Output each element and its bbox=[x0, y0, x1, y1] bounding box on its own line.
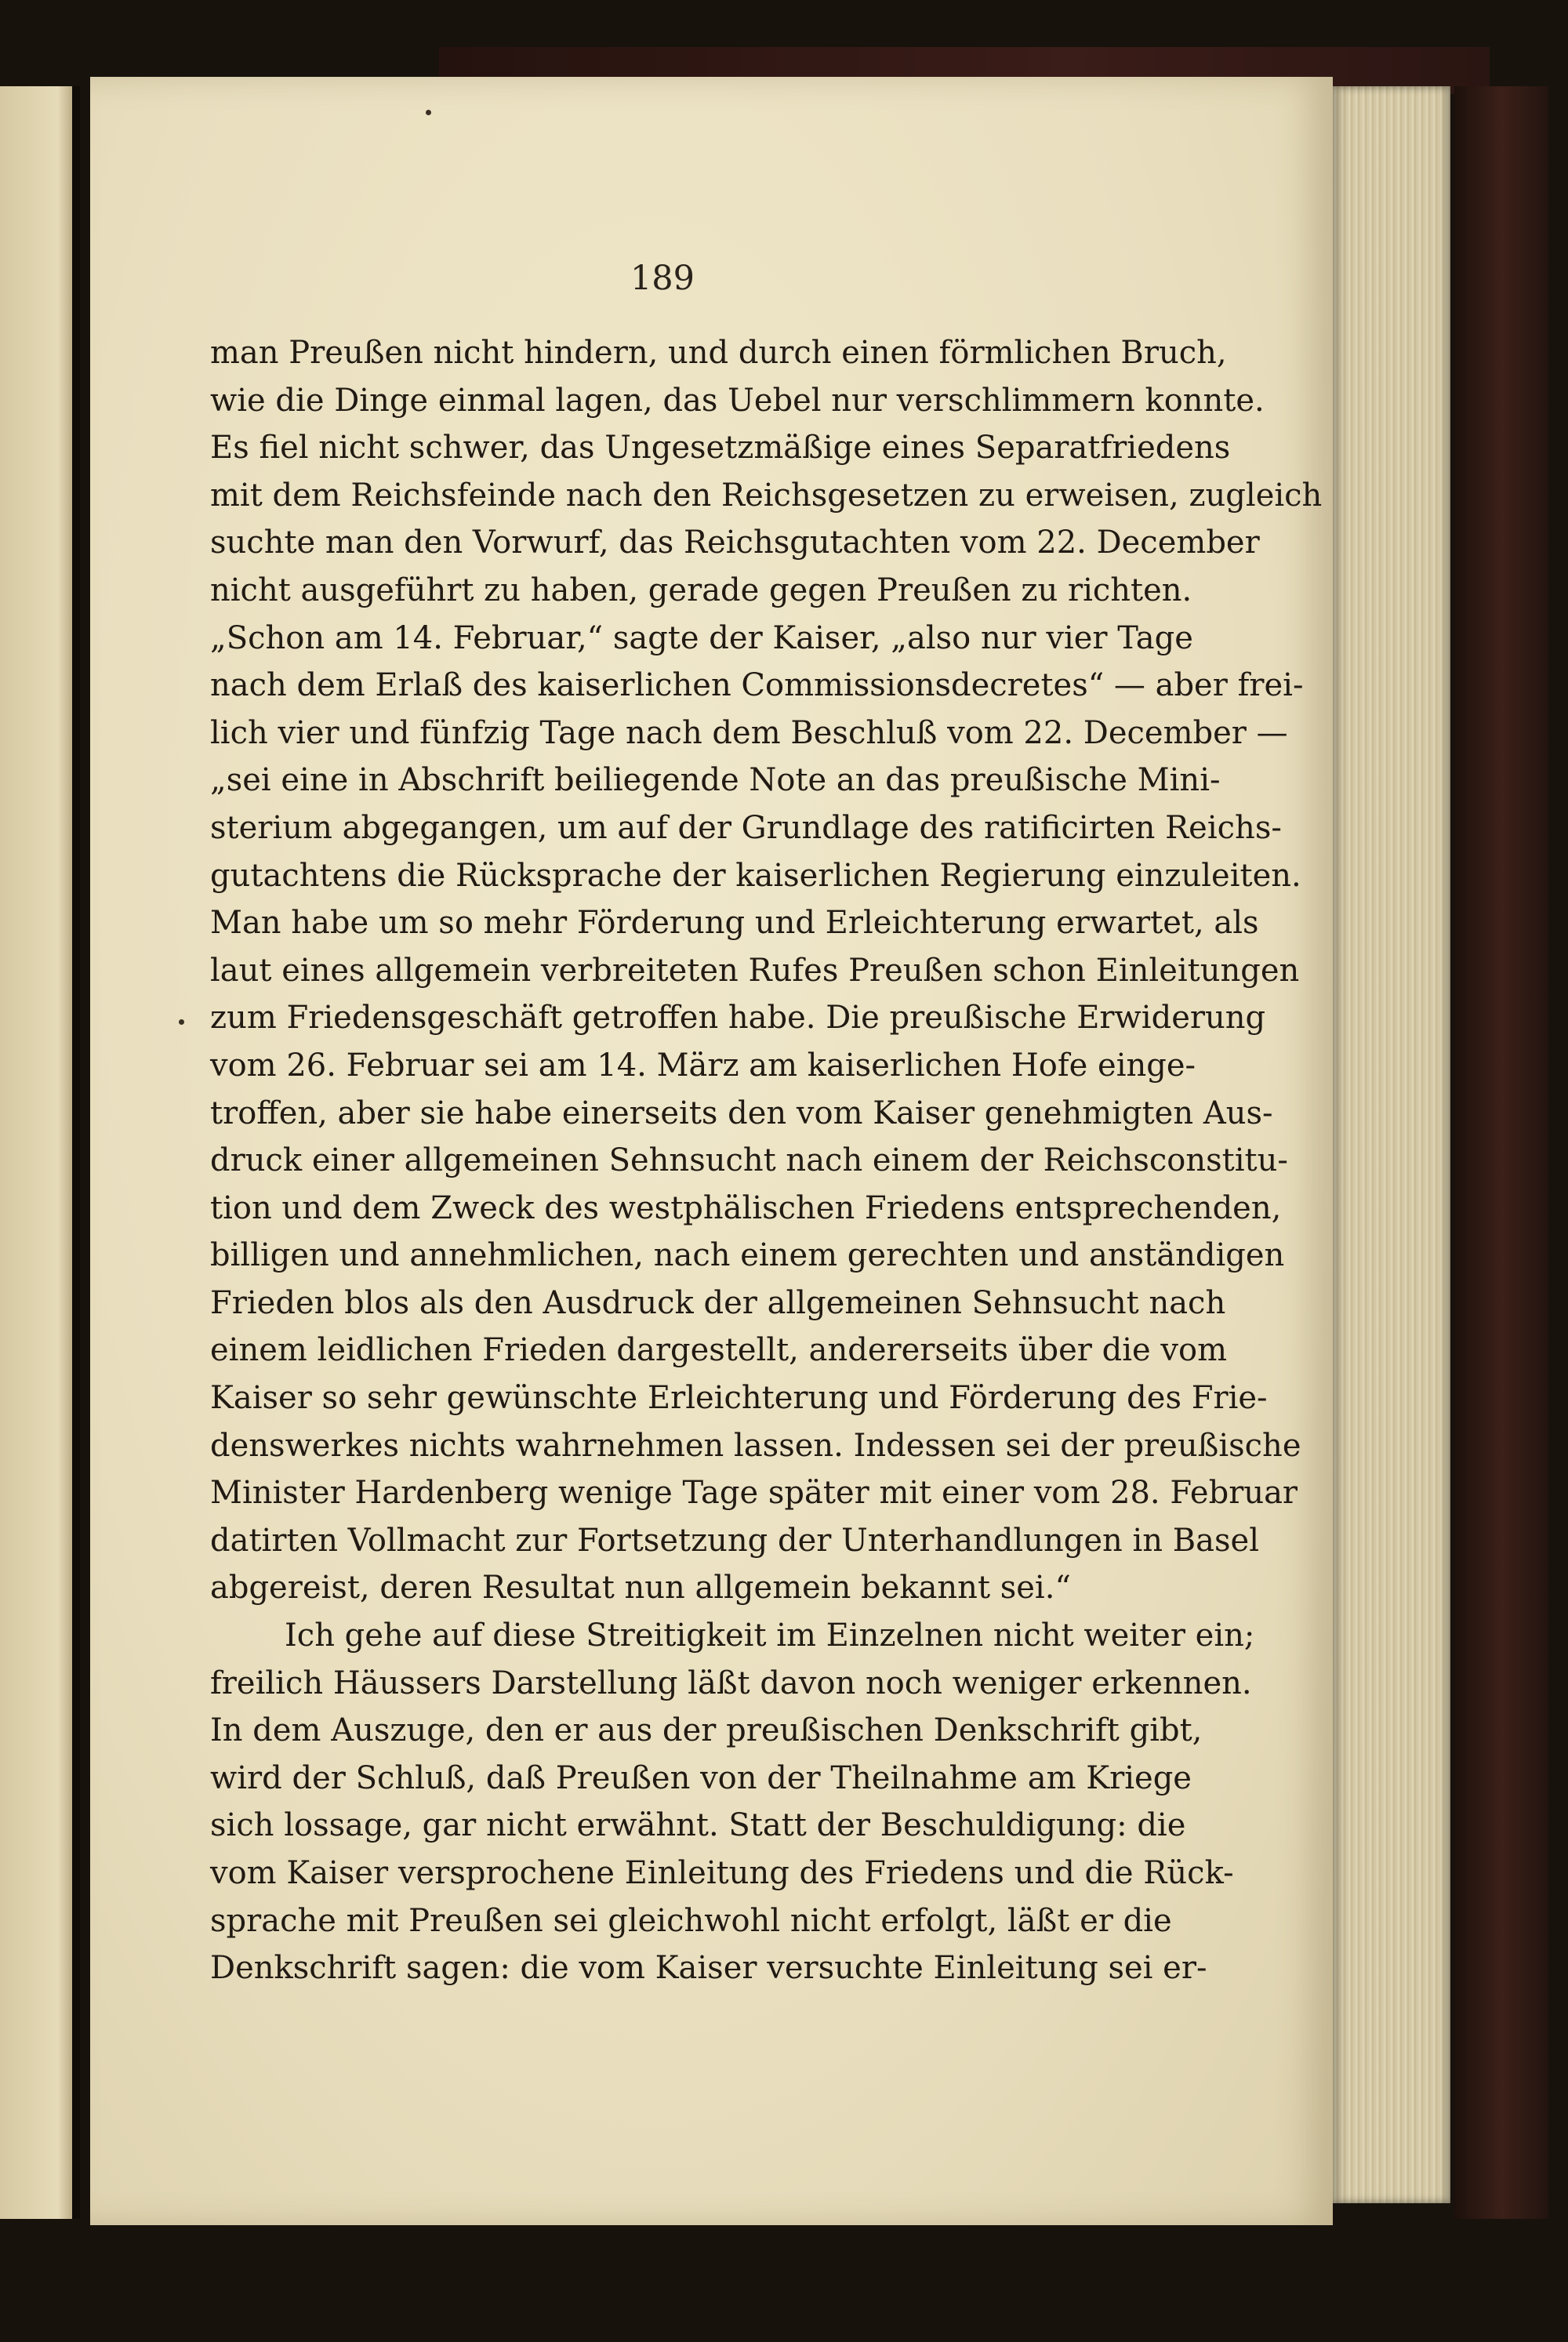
text-line: sprache mit Preußen sei gleichwohl nicht erfolgt, läßt er die bbox=[210, 1902, 1172, 1939]
text-line: „sei eine in Abschrift beiliegende Note an das preußische Mini- bbox=[210, 762, 1221, 799]
text-line: laut eines allgemein verbreiteten Rufes Preußen schon Einleitungen bbox=[210, 952, 1300, 989]
text-line: freilich Häussers Darstellung läßt davon noch weniger erkennen. bbox=[210, 1665, 1252, 1701]
speck bbox=[179, 1019, 184, 1025]
text-line: lich vier und fünfzig Tage nach dem Beschluß vom 22. December — bbox=[210, 714, 1288, 751]
text-line: Frieden blos als den Ausdruck der allgemeinen Sehnsucht nach bbox=[210, 1284, 1226, 1321]
text-line: Man habe um so mehr Förderung und Erleichterung erwartet, als bbox=[210, 905, 1259, 942]
text-line: sich lossage, gar nicht erwähnt. Statt der Beschuldigung: die bbox=[210, 1807, 1186, 1844]
text-line: sterium abgegangen, um auf der Grundlage des ratificirten Reichs- bbox=[210, 809, 1282, 846]
text-line: druck einer allgemeinen Sehnsucht nach einem der Reichsconstitu- bbox=[210, 1142, 1288, 1179]
text-line: tion und dem Zweck des westphälischen Friedens entsprechenden, bbox=[210, 1189, 1282, 1226]
text-line: Ich gehe auf diese Streitigkeit im Einzelnen nicht weiter ein; bbox=[285, 1618, 1255, 1654]
text-line: einem leidlichen Frieden dargestellt, andererseits über die vom bbox=[210, 1332, 1227, 1369]
text-line: nicht ausgeführt zu haben, gerade gegen Preußen zu richten. bbox=[210, 572, 1192, 608]
left-page-edge bbox=[0, 86, 80, 2219]
text-line: mit dem Reichsfeinde nach den Reichsgesetzen zu erweisen, zugleich bbox=[210, 477, 1323, 514]
text-line: Minister Hardenberg wenige Tage später mit einer vom 28. Februar bbox=[210, 1475, 1298, 1512]
text-line: gutachtens die Rücksprache der kaiserlichen Regierung einzuleiten. bbox=[210, 857, 1301, 894]
page-edges bbox=[1333, 86, 1450, 2203]
text-line: troffen, aber sie habe einerseits den vom Kaiser genehmigten Aus- bbox=[210, 1095, 1273, 1131]
text-line: vom Kaiser versprochene Einleitung des Friedens und die Rück- bbox=[210, 1855, 1234, 1891]
text-line: man Preußen nicht hindern, und durch einen förmlichen Bruch, bbox=[210, 335, 1227, 371]
text-line: billigen und annehmlichen, nach einem gerechten und anständigen bbox=[210, 1237, 1285, 1274]
text-line: Denkschrift sagen: die vom Kaiser versuchte Einleitung sei er- bbox=[210, 1950, 1207, 1987]
text-line: denswerkes nichts wahrnehmen lassen. Indessen sei der preußische bbox=[210, 1427, 1301, 1464]
page-number: 189 bbox=[630, 259, 695, 298]
text-line: Kaiser so sehr gewünschte Erleichterung und Förderung des Frie- bbox=[210, 1380, 1268, 1417]
text-line: wird der Schluß, daß Preußen von der Theilnahme am Kriege bbox=[210, 1759, 1192, 1796]
text-line: abgereist, deren Resultat nun allgemein bekannt sei.“ bbox=[210, 1570, 1071, 1607]
text-line: suchte man den Vorwurf, das Reichsgutachten vom 22. December bbox=[210, 525, 1260, 561]
body-text bbox=[210, 329, 1323, 1992]
text-line: nach dem Erlaß des kaiserlichen Commissionsdecretes“ — aber frei- bbox=[210, 667, 1304, 704]
text-line: zum Friedensgeschäft getroffen habe. Die preußische Erwiderung bbox=[210, 1000, 1266, 1037]
text-line: datirten Vollmacht zur Fortsetzung der Unterhandlungen in Basel bbox=[210, 1522, 1259, 1559]
speck bbox=[426, 110, 431, 115]
text-line: Es fiel nicht schwer, das Ungesetzmäßige eines Separatfriedens bbox=[210, 430, 1231, 467]
text-line: wie die Dinge einmal lagen, das Uebel nur verschlimmern konnte. bbox=[210, 382, 1265, 419]
text-line: vom 26. Februar sei am 14. März am kaiserlichen Hofe einge- bbox=[210, 1047, 1196, 1084]
book-cover-right bbox=[1454, 86, 1548, 2219]
text-line: In dem Auszuge, den er aus der preußischen Denkschrift gibt, bbox=[210, 1712, 1203, 1749]
text-line: „Schon am 14. Februar,“ sagte der Kaiser, „also nur vier Tage bbox=[210, 619, 1193, 656]
